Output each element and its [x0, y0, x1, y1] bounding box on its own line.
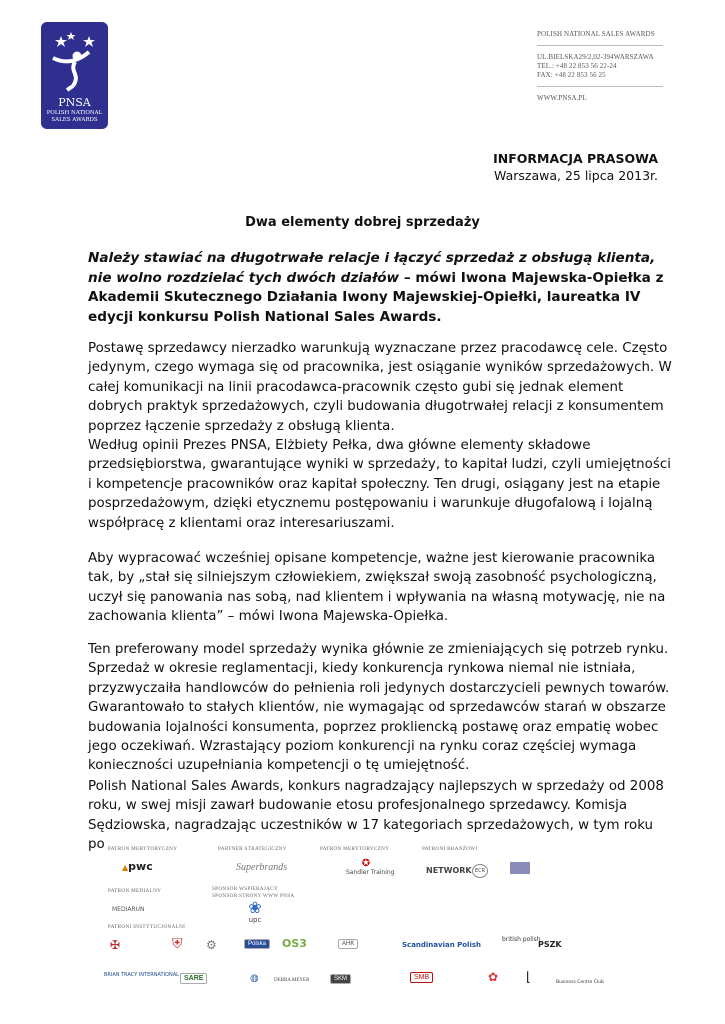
emblem-eagle-icon: ✠ [110, 938, 121, 952]
website-link[interactable]: WWW.PNSA.PL [537, 94, 587, 102]
telephone: TEL.: +48 22 853 56 22-24 [537, 62, 617, 70]
pnsa-logo [41, 22, 108, 129]
paragraph-1: Postawę sprzedawcy nierzadko warunkują wyznaczane przez pracodawcę cele. Często jedynym, czego wymaga się od pracownika, jest osiąganie wyników sprzedażowych. W całej komunikacji na linii pracodawca-pracownik często gubi się jednak element dobrych praktyk sprzedażowych, czyli budowania długotrwałej relacji z konsumentem poprzez łączenie sprzedaży z obsługą klienta. [88, 341, 672, 434]
pnsa-figure-icon [47, 28, 102, 92]
letterhead-contact [537, 30, 663, 103]
logo-skm: SKM [330, 974, 351, 984]
logo-sandler: ✪ Sandler Training [346, 858, 395, 876]
address: UL.BIELSKA29/2,02-394WARSZAWA [537, 53, 654, 61]
logo-polska: Polska [244, 939, 270, 949]
divider [537, 45, 663, 46]
label-sponsor-wspierajacy: SPONSOR WSPIERAJĄCY [212, 886, 278, 892]
logo-business-centre-club: Business Centre Club [556, 980, 604, 985]
article-title: Dwa elementy dobrej sprzedaży [245, 215, 480, 230]
fax: FAX: +48 22 853 56 25 [537, 71, 606, 79]
logo-branzowy-badge [510, 862, 530, 874]
logo-abbr: PNSA [58, 96, 91, 109]
logo-pszk: PSZK [538, 940, 562, 949]
lead-paragraph [88, 249, 673, 327]
logo-british-polish: british polish [502, 936, 541, 943]
logo-pwc: ▲pwc [122, 860, 153, 873]
paragraph-4: Ten preferowany model sprzedaży wynika głównie ze zmieniających się potrzeb rynku. Sprzedaż w okresie reglamentacji, kiedy konkurencja rynkowa niemal nie istniała, przyzwyczaiła handlowców do pełnienia roli jedynych dostarczycieli pewnych towarów. Gwarantowało to stałych klientów, nie wymagając od sprzedawców starań w obszarze budowania lojalności konsumenta, poprzez prokliencką postawę oraz empatię wobec jego oczekiwań. Wzrastający poziom konkurencji na rynku coraz częściej wymaga konieczności uzupełniania kompetencji o tę umiejętność. [88, 642, 670, 774]
logo-subtitle: POLISH NATIONAL SALES AWARDS [46, 110, 103, 123]
logo-sare: SARE [180, 973, 207, 984]
emblem-flower-icon: ✿ [488, 970, 499, 984]
logo-upc: ❀ upc [248, 898, 262, 924]
lead-quote: Należy stawiać na długotrwałe relacje i łączyć sprzedaż z obsługą klienta, nie wolno rozdzielać tych dwóch działów [88, 250, 656, 286]
logo-scandinavian-polish: Scandinavian Polish [402, 941, 482, 949]
logo-smb: SMB [410, 972, 433, 983]
logo-debra-meyer: DEBRA MEYER [274, 978, 310, 983]
sponsors-footer [100, 842, 660, 1012]
label-partner-strategiczny: PARTNER STRATEGICZNY [218, 846, 287, 852]
logo-superbrands: Superbrands [236, 862, 288, 873]
label-patroni-branzowi: PATRONI BRANŻOWI [422, 846, 478, 852]
emblem-seal-icon: ⚙ [206, 938, 217, 952]
logo-mediarun: MEDIARUN [112, 906, 145, 913]
press-label: INFORMACJA PRASOWA [493, 151, 658, 166]
label-patron-merytoryczny-2: PATRON MERYTORYCZNY [320, 846, 390, 852]
paragraph-2: Według opinii Prezes PNSA, Elżbiety Pełka, dwa główne elementy składowe przedsiębiorstwa, gwarantujące wyniki w sprzedaży, to kapitał ludzi, czyli umiejętności i kompetencje pracowników oraz kapitał społeczny. Ten drugi, osiągany jest na etapie posprzedażowym, dzięki etycznemu postępowaniu i warunkuje długofalową i lojalną współpracę z klientami oraz interesariuszami. [88, 438, 671, 531]
logo-os3: OS3 [282, 937, 307, 950]
emblem-globe-icon: ◍ [250, 973, 259, 984]
paragraph-5: Polish National Sales Awards, konkurs nagradzający najlepszych w sprzedaży od 2008 roku, w swej misji zawarł budowanie etosu profesjonalnego sprzedawcy. Komisja Sędziowska, nagradzając uczestników w 17 kategoriach sprzedażowych, w tym roku po [88, 779, 664, 853]
lead-attribution: – mówi Iwona Majewska-Opiełka z Akademii Skutecznego Działania Iwony Majewskiej-Opiełki, laureatka IV edycji konkursu Polish National Sales Awards. [88, 269, 664, 325]
logo-ahk: AHK [338, 939, 358, 949]
label-patron-merytoryczny: PATRON MERYTORYCZNY [108, 846, 178, 852]
logo-ecr: ECR [472, 864, 488, 878]
logo-network: NETWORK [426, 866, 472, 875]
emblem-l-icon: ⌊ [526, 970, 532, 985]
divider [537, 86, 663, 87]
label-patron-medialny: PATRON MEDIALNY [108, 888, 162, 894]
press-block [493, 150, 658, 184]
org-name: POLISH NATIONAL SALES AWARDS [537, 30, 655, 38]
logo-brian-tracy: BRIAN TRACY INTERNATIONAL [104, 972, 179, 978]
label-patroni-instytucjonalni: PATRONI INSTYTUCJONALNI [108, 924, 186, 930]
place-date: Warszawa, 25 lipca 2013r. [494, 168, 658, 183]
emblem-crest-icon: ⛨ [172, 936, 183, 952]
label-sponsor-www: SPONSOR STRONY WWW PNSA [212, 893, 295, 899]
paragraph-3: Aby wypracować wcześniej opisane kompetencje, ważne jest kierowanie pracownika tak, by „stał się silniejszym człowiekiem, zwiększał swoją zasobność psychologiczną, uczył się panowania nas sobą, nad klientem i wpływania na własną motywację, nie na zachowania klienta” – mówi Iwona Majewska-Opiełka. [88, 551, 666, 625]
